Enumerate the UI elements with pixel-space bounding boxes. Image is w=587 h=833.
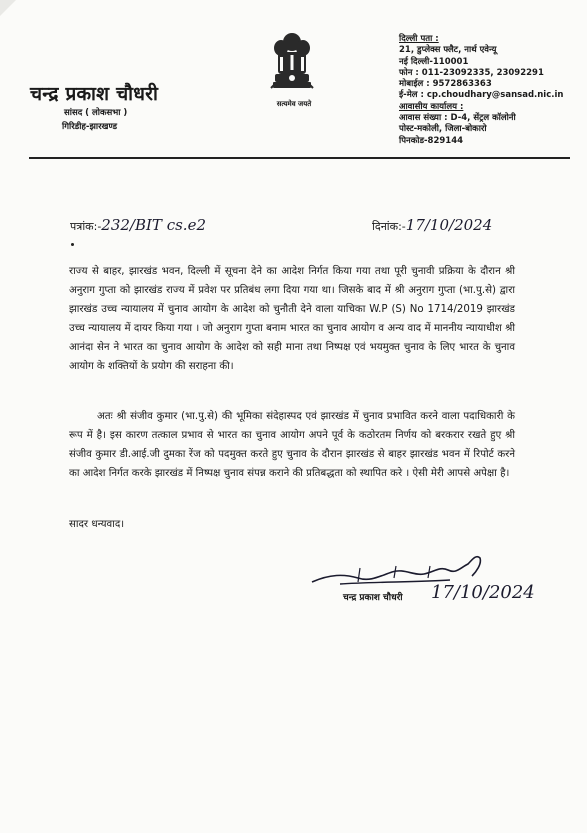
state-emblem-icon — [267, 30, 317, 100]
signature-date: 17/10/2024 — [431, 582, 535, 603]
emblem-motto: सत्यमेव जयते — [276, 100, 312, 108]
phone-line: फोन : 011-23092335, 23092291 — [399, 67, 544, 78]
reference-label: पत्रांक:- — [70, 220, 102, 233]
closing-line: सादर धन्यवाद। — [69, 519, 125, 530]
bullet-dot — [71, 243, 74, 246]
date-label: दिनांक:- — [372, 220, 406, 233]
email-line: ई-मेल : cp.choudhary@sansad.nic.in — [399, 90, 564, 101]
address-line: दिल्ली पता : — [399, 34, 439, 44]
reference-value: 232/BIT cs.e2 — [101, 216, 206, 234]
sender-name: चन्द्र प्रकाश चौधरी — [30, 83, 159, 105]
mobile-line: मोबाईल : 9572863363 — [399, 79, 492, 90]
address-line: पिनकोड-829144 — [399, 135, 464, 146]
date-value: 17/10/2024 — [405, 216, 493, 234]
body-paragraph-2: अतः श्री संजीव कुमार (भा.पु.से) की भूमिका संदेहास्पद एवं झारखंड में चुनाव प्रभावित करने वाला पदाधिकारी के रूप में है। इस कारण तत्काल प्रभाव से भारत का चुनाव आयोग अपने पूर्व के कठोरतम निर्णय को बरकरार रखते हुए श्री संजीव कुमार डी.आई.जी दुमका रेंज को पदमुक्त करते हुए चुनाव के दौरान झारखंड से बाहर झारखंड भवन में रिपोर्ट करने का आदेश निर्गत करके झारखंड में निष्पक्ष चुनाव संपन्न कराने की प्रतिबद्धता को स्थापित करे । ऐसी मेरी आपसे अपेक्षा है। — [69, 411, 515, 479]
address-block — [399, 34, 584, 147]
letter-date — [372, 216, 492, 234]
address-line: 21, डुप्लेक्स फ्लैट, नार्थ एवेन्यू — [399, 45, 497, 56]
address-line: नई दिल्ली-110001 — [399, 56, 469, 67]
address-line: आवासीय कार्यालय : — [399, 101, 464, 112]
reference-number — [70, 216, 206, 234]
address-line: पोस्ट-मकोली, जिला-बोकारो — [399, 124, 487, 135]
address-line: आवास संख्या : D-4, सेंट्रल कॉलोनी — [399, 113, 516, 124]
sender-constituency: गिरिडीह-झारखण्ड — [62, 122, 118, 132]
page-fold-corner — [0, 0, 16, 16]
header-divider — [29, 157, 570, 159]
signatory-name: चन्द्र प्रकाश चौधरी — [343, 593, 403, 603]
body-paragraph-1: राज्य से बाहर, झारखंड भवन, दिल्ली में सूचना देने का आदेश निर्गत किया गया तथा पूरी चुनावी प्रक्रिया के दौरान श्री अनुराग गुप्ता को झारखंड राज्य में प्रवेश पर प्रतिबंध लगा दिया गया था। जिसके बाद में श्री अनुराग गुप्ता (भा.पु.से) द्वारा झारखंड उच्च न्यायालय में चुनाव आयोग के आदेश को चुनौती देने वाला याचिका W.P (S) No 1714/2019 झारखंड उच्च न्यायालय में दायर किया गया । जो अनुराग गुप्ता बनाम भारत का चुनाव आयोग व अन्य वाद में माननीय न्यायाधीश श्री आनंदा सेन ने भारत का चुनाव आयोग के आदेश को सही माना तथा निष्पक्ष एवं भयमुक्त चुनाव के लिए भारत के चुनाव आयोग के शक्तियों के प्रयोग की सराहना की। — [69, 266, 515, 372]
sender-designation: सांसद ( लोकसभा ) — [64, 108, 128, 118]
